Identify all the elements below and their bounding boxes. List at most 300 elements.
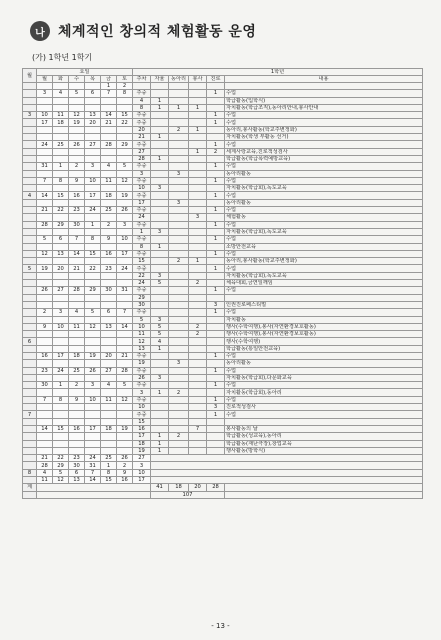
- career-cell: [207, 345, 225, 352]
- date-cell: [117, 199, 133, 206]
- club-cell: [169, 345, 189, 352]
- content-cell: 학급활동(성교육),동아리: [225, 433, 423, 440]
- career-cell: [207, 331, 225, 338]
- self-cell: 3: [151, 185, 169, 192]
- date-cell: [85, 272, 101, 279]
- date-cell: [85, 447, 101, 454]
- date-cell: [85, 404, 101, 411]
- date-cell: [69, 134, 85, 141]
- content-cell: [225, 83, 423, 90]
- date-cell: [37, 418, 53, 425]
- table-row: [23, 83, 423, 90]
- date-cell: [85, 185, 101, 192]
- week-cell: 13: [133, 345, 151, 352]
- career-cell: 1: [207, 236, 225, 243]
- table-row: [23, 104, 423, 111]
- self-cell: [151, 177, 169, 184]
- date-cell: [37, 280, 53, 287]
- self-cell: 5: [151, 323, 169, 330]
- month-cell: 7: [23, 411, 37, 418]
- date-cell: 12: [117, 177, 133, 184]
- date-cell: [101, 280, 117, 287]
- table-row: [23, 396, 423, 403]
- content-cell: 수업: [225, 382, 423, 389]
- month-cell: [23, 228, 37, 235]
- month-cell: [23, 243, 37, 250]
- date-cell: 25: [101, 207, 117, 214]
- club-cell: [169, 447, 189, 454]
- month-cell: [23, 104, 37, 111]
- date-cell: [85, 389, 101, 396]
- date-cell: 31: [85, 462, 101, 469]
- content-cell: 동아리,봉사활동(학교주변정화): [225, 258, 423, 265]
- table-row: [23, 323, 423, 330]
- club-cell: [169, 331, 189, 338]
- month-cell: [23, 418, 37, 425]
- career-cell: [207, 280, 225, 287]
- week-cell: 주중: [133, 236, 151, 243]
- content-cell: 자치활동(학급회),동아리: [225, 389, 423, 396]
- date-cell: [37, 433, 53, 440]
- month-cell: [23, 477, 37, 484]
- career-cell: 1: [207, 177, 225, 184]
- service-cell: [189, 447, 207, 454]
- table-row: [23, 455, 423, 462]
- week-cell: 10: [133, 323, 151, 330]
- date-cell: [37, 170, 53, 177]
- date-cell: 27: [101, 367, 117, 374]
- week-cell: 주중: [133, 396, 151, 403]
- career-cell: [207, 258, 225, 265]
- content-cell: 수업: [225, 309, 423, 316]
- date-cell: [101, 97, 117, 104]
- date-cell: 12: [53, 477, 69, 484]
- date-cell: 27: [133, 455, 151, 462]
- career-cell: [207, 272, 225, 279]
- week-cell: 16: [133, 425, 151, 432]
- week-cell: 1: [133, 228, 151, 235]
- date-cell: 16: [101, 250, 117, 257]
- date-cell: 18: [69, 352, 85, 359]
- week-cell: 27: [133, 148, 151, 155]
- date-cell: [53, 214, 69, 221]
- date-cell: 10: [37, 112, 53, 119]
- date-cell: 7: [69, 236, 85, 243]
- date-cell: [101, 316, 117, 323]
- date-cell: [85, 280, 101, 287]
- table-row: [23, 243, 423, 250]
- table-row: [23, 236, 423, 243]
- date-cell: 2: [117, 83, 133, 90]
- service-cell: 7: [189, 425, 207, 432]
- date-cell: [69, 404, 85, 411]
- date-cell: [117, 433, 133, 440]
- date-cell: 8: [117, 90, 133, 97]
- self-cell: [151, 163, 169, 170]
- club-cell: [169, 243, 189, 250]
- date-cell: [101, 243, 117, 250]
- date-cell: [53, 316, 69, 323]
- date-cell: 21: [69, 265, 85, 272]
- date-cell: [37, 345, 53, 352]
- date-cell: [85, 345, 101, 352]
- content-cell: 수업: [225, 90, 423, 97]
- club-cell: 2: [169, 258, 189, 265]
- date-cell: 17: [37, 119, 53, 126]
- date-cell: [37, 447, 53, 454]
- club-cell: [169, 163, 189, 170]
- date-cell: [117, 418, 133, 425]
- service-cell: [189, 112, 207, 119]
- self-cell: [151, 301, 169, 308]
- content-cell: 수업: [225, 163, 423, 170]
- section-title: 체계적인 창의적 체험활동 운영: [58, 24, 257, 40]
- career-cell: 1: [207, 119, 225, 126]
- date-cell: [37, 258, 53, 265]
- service-cell: 2: [189, 323, 207, 330]
- table-row: [23, 97, 423, 104]
- date-cell: [101, 294, 117, 301]
- content-cell: 학급활동(학급폭력예방교육): [225, 155, 423, 162]
- week-cell: 주중: [133, 250, 151, 257]
- date-cell: 16: [69, 425, 85, 432]
- table-row: [23, 447, 423, 454]
- date-cell: [69, 418, 85, 425]
- content-cell: 수업: [225, 265, 423, 272]
- date-cell: 10: [85, 396, 101, 403]
- content-cell: 수업: [225, 236, 423, 243]
- table-row: [23, 440, 423, 447]
- date-cell: [85, 360, 101, 367]
- club-cell: [169, 90, 189, 97]
- date-cell: [69, 83, 85, 90]
- date-cell: [53, 185, 69, 192]
- week-cell: 주중: [133, 411, 151, 418]
- club-cell: 3: [169, 170, 189, 177]
- self-cell: [151, 170, 169, 177]
- content-cell: 수업: [225, 221, 423, 228]
- month-cell: [23, 374, 37, 381]
- date-cell: 3: [53, 309, 69, 316]
- week-cell: 4: [133, 97, 151, 104]
- total-sum: 107: [151, 491, 225, 498]
- date-cell: [85, 155, 101, 162]
- date-cell: 21: [101, 119, 117, 126]
- club-cell: [169, 382, 189, 389]
- date-cell: [85, 316, 101, 323]
- date-cell: 21: [37, 207, 53, 214]
- date-cell: [101, 338, 117, 345]
- week-cell: 29: [133, 294, 151, 301]
- month-cell: [23, 331, 37, 338]
- date-cell: 8: [85, 236, 101, 243]
- self-cell: [151, 396, 169, 403]
- month-cell: [23, 155, 37, 162]
- date-cell: [53, 97, 69, 104]
- date-cell: [53, 345, 69, 352]
- club-cell: 3: [169, 360, 189, 367]
- content-cell: 수업: [225, 192, 423, 199]
- table-row: [23, 185, 423, 192]
- content-cell: 학급활동(입학식): [225, 97, 423, 104]
- career-cell: [207, 228, 225, 235]
- content-cell: 자치활동: [225, 316, 423, 323]
- service-cell: [189, 382, 207, 389]
- date-cell: [117, 374, 133, 381]
- table-row: [23, 418, 423, 425]
- date-cell: [101, 433, 117, 440]
- self-cell: [151, 141, 169, 148]
- date-cell: [117, 338, 133, 345]
- content-cell: 동아리활동: [225, 170, 423, 177]
- table-row: [23, 433, 423, 440]
- date-cell: 26: [69, 141, 85, 148]
- content-cell: 수업: [225, 396, 423, 403]
- club-cell: 3: [169, 199, 189, 206]
- date-cell: [117, 360, 133, 367]
- career-cell: 1: [207, 250, 225, 257]
- date-cell: 25: [101, 455, 117, 462]
- month-cell: [23, 294, 37, 301]
- career-cell: [207, 338, 225, 345]
- date-cell: 2: [37, 309, 53, 316]
- career-cell: [207, 185, 225, 192]
- service-cell: 1: [189, 148, 207, 155]
- month-cell: [23, 433, 37, 440]
- career-cell: 1: [207, 90, 225, 97]
- club-cell: [169, 411, 189, 418]
- table-row: [23, 148, 423, 155]
- club-cell: [169, 280, 189, 287]
- date-cell: [117, 404, 133, 411]
- self-cell: [151, 352, 169, 359]
- month-cell: [23, 185, 37, 192]
- date-cell: [37, 243, 53, 250]
- service-cell: [189, 141, 207, 148]
- self-cell: [151, 294, 169, 301]
- date-cell: [69, 148, 85, 155]
- date-cell: 3: [85, 163, 101, 170]
- date-cell: [117, 440, 133, 447]
- date-cell: 28: [101, 141, 117, 148]
- career-cell: 1: [207, 352, 225, 359]
- self-cell: [151, 207, 169, 214]
- career-cell: [207, 425, 225, 432]
- week-cell: 21: [133, 134, 151, 141]
- career-cell: [207, 104, 225, 111]
- date-cell: [53, 294, 69, 301]
- date-cell: [37, 214, 53, 221]
- career-cell: 1: [207, 309, 225, 316]
- section-badge: 나: [30, 21, 50, 41]
- service-cell: [189, 134, 207, 141]
- date-cell: 24: [85, 207, 101, 214]
- date-cell: 10: [133, 469, 151, 476]
- month-cell: 8: [23, 469, 37, 476]
- date-cell: [37, 374, 53, 381]
- club-cell: [169, 148, 189, 155]
- table-row: [23, 258, 423, 265]
- date-cell: [69, 104, 85, 111]
- content-cell: 학급활동(통일안전교육): [225, 345, 423, 352]
- self-cell: [151, 192, 169, 199]
- date-cell: [101, 104, 117, 111]
- service-cell: [189, 155, 207, 162]
- date-cell: 28: [69, 287, 85, 294]
- date-cell: [53, 228, 69, 235]
- date-cell: [37, 148, 53, 155]
- date-cell: 12: [117, 396, 133, 403]
- club-cell: [169, 228, 189, 235]
- date-cell: [69, 345, 85, 352]
- date-cell: 1: [53, 382, 69, 389]
- month-cell: [23, 455, 37, 462]
- date-cell: 6: [53, 236, 69, 243]
- week-cell: 8: [133, 104, 151, 111]
- date-cell: [117, 148, 133, 155]
- week-cell: 10: [133, 185, 151, 192]
- table-row: [23, 163, 423, 170]
- service-cell: [189, 316, 207, 323]
- table-row: [23, 192, 423, 199]
- career-cell: 3: [207, 404, 225, 411]
- date-cell: [69, 433, 85, 440]
- date-cell: [69, 214, 85, 221]
- month-cell: [23, 462, 37, 469]
- content-cell: 수업: [225, 250, 423, 257]
- date-cell: 22: [117, 119, 133, 126]
- self-cell: 1: [151, 440, 169, 447]
- week-cell: 24: [133, 280, 151, 287]
- date-cell: 18: [53, 119, 69, 126]
- date-cell: 14: [117, 323, 133, 330]
- date-cell: 19: [69, 119, 85, 126]
- club-cell: [169, 134, 189, 141]
- week-cell: 18: [133, 440, 151, 447]
- date-cell: 6: [101, 309, 117, 316]
- date-cell: [69, 199, 85, 206]
- self-cell: 1: [151, 104, 169, 111]
- career-cell: [207, 447, 225, 454]
- date-cell: [117, 185, 133, 192]
- date-cell: [85, 374, 101, 381]
- date-cell: [53, 433, 69, 440]
- date-cell: 2: [69, 163, 85, 170]
- date-cell: [53, 280, 69, 287]
- date-cell: [69, 272, 85, 279]
- date-cell: 25: [53, 141, 69, 148]
- service-cell: 1: [189, 258, 207, 265]
- club-cell: [169, 425, 189, 432]
- content-cell: 수업: [225, 141, 423, 148]
- date-cell: [101, 155, 117, 162]
- month-cell: [23, 382, 37, 389]
- table-row: [23, 126, 423, 133]
- self-cell: [151, 83, 169, 90]
- club-cell: [169, 119, 189, 126]
- career-cell: [207, 360, 225, 367]
- week-cell: [133, 83, 151, 90]
- month-cell: [23, 287, 37, 294]
- date-cell: 7: [101, 90, 117, 97]
- section-header: [30, 20, 256, 42]
- week-cell: 주중: [133, 119, 151, 126]
- date-cell: [117, 97, 133, 104]
- date-cell: 20: [53, 265, 69, 272]
- self-cell: 4: [151, 338, 169, 345]
- date-cell: 12: [85, 323, 101, 330]
- month-cell: [23, 199, 37, 206]
- date-cell: 27: [85, 141, 101, 148]
- date-cell: [101, 360, 117, 367]
- table-row: [23, 309, 423, 316]
- content-cell: 소방안전교육: [225, 243, 423, 250]
- date-cell: 13: [101, 323, 117, 330]
- career-cell: 1: [207, 367, 225, 374]
- career-cell: [207, 440, 225, 447]
- content-cell: 자치활동(학급회),다문화교육: [225, 374, 423, 381]
- self-cell: [151, 382, 169, 389]
- month-cell: [23, 258, 37, 265]
- date-cell: 19: [37, 265, 53, 272]
- date-cell: 5: [53, 469, 69, 476]
- table-row: [23, 90, 423, 97]
- date-cell: [85, 104, 101, 111]
- date-cell: 30: [37, 382, 53, 389]
- service-cell: [189, 272, 207, 279]
- club-cell: [169, 338, 189, 345]
- table-row: [23, 119, 423, 126]
- week-cell: 주중: [133, 265, 151, 272]
- week-cell: 주중: [133, 112, 151, 119]
- total-self: 41: [151, 484, 169, 491]
- table-row: [23, 112, 423, 119]
- date-cell: [117, 243, 133, 250]
- content-cell: 자치활동(학급회),독도교육: [225, 228, 423, 235]
- date-cell: [37, 440, 53, 447]
- date-cell: 9: [69, 177, 85, 184]
- date-cell: [117, 170, 133, 177]
- career-cell: 3: [207, 301, 225, 308]
- date-cell: 20: [101, 352, 117, 359]
- content-cell: 학급활동(재난극장),창업교육: [225, 440, 423, 447]
- date-cell: [101, 301, 117, 308]
- week-cell: 22: [133, 272, 151, 279]
- club-cell: [169, 112, 189, 119]
- self-cell: 1: [151, 134, 169, 141]
- table-row: [23, 404, 423, 411]
- club-cell: [169, 207, 189, 214]
- date-cell: [69, 316, 85, 323]
- service-cell: [189, 396, 207, 403]
- week-cell: 11: [133, 331, 151, 338]
- date-cell: [53, 331, 69, 338]
- day-header: 요일: [37, 69, 133, 76]
- empty-cell: [151, 462, 423, 469]
- date-cell: [85, 418, 101, 425]
- content-cell: 자치활동(학급회),독도교육: [225, 185, 423, 192]
- career-cell: 1: [207, 141, 225, 148]
- month-cell: [23, 163, 37, 170]
- date-cell: 14: [101, 112, 117, 119]
- date-cell: [69, 338, 85, 345]
- self-cell: [151, 411, 169, 418]
- career-cell: [207, 97, 225, 104]
- career-cell: [207, 374, 225, 381]
- self-cell: [151, 112, 169, 119]
- self-cell: 5: [151, 331, 169, 338]
- date-cell: [117, 301, 133, 308]
